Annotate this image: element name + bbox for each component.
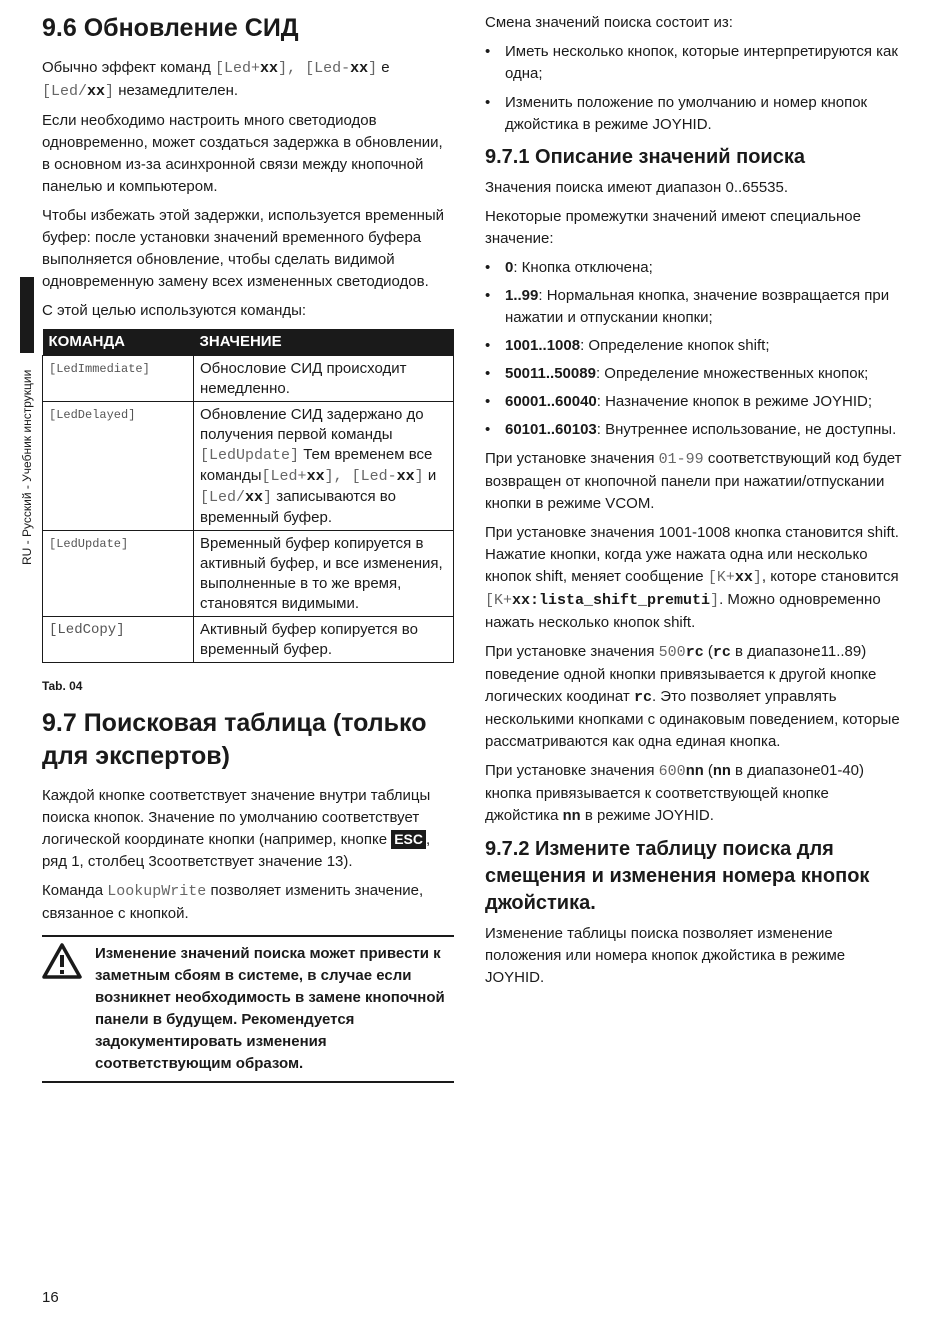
right-column (485, 12, 905, 996)
special-values-list (485, 257, 905, 441)
paragraph-vcom-values: При установке значения 01-99 соответствующий код будет возвращен от кнопочной панели при нажатии/отпускании кнопки в режиме VCOM. (485, 450, 902, 512)
table-cell-meaning: Временный буфер копируется в активный буфер, и все изменения, выполненные в то же время, становятся видимыми. (194, 531, 454, 617)
table-cell-meaning: Обнословие СИД происходит немедленно. (194, 356, 454, 402)
paragraph-lookup-intro: Каждой кнопке соответствует значение внутри таблицы поиска кнопок. Значение по умолчанию соответствует логической координате кнопки (например, кнопке ESC , ряд 1, столбец 3соответствует значение 13). (42, 787, 431, 870)
table-header-row (43, 329, 454, 356)
paragraph-special-ranges: Некоторые промежутки значений имеют специальное значение: (485, 208, 861, 247)
list-item: • 60101..60103: Внутреннее использование, не доступны. (485, 419, 905, 441)
section-heading-9-7: 9.7 Поисковая таблица (только для экспертов) (42, 709, 427, 770)
warning-text: Изменение значений поиска может привести к заметным сбоям в системе, в случае если возникнет необходимость в замене кнопочной панели в будущем. Рекомендуется задокументировать изменения соответствующим образом. (95, 945, 445, 1072)
table-row (43, 617, 454, 663)
table-row (43, 402, 454, 531)
warning-triangle-icon (42, 943, 82, 979)
list-item: • 1..99: Нормальная кнопка, значение возвращается при нажатии и отпускании кнопки; (485, 285, 905, 329)
lookup-change-list (485, 41, 905, 136)
paragraph-lookup-change-intro: Смена значений поиска состоит из: (485, 14, 733, 31)
table-caption: Tab. 04 (42, 679, 83, 693)
table-cell-meaning: Активный буфер копируется во временный буфер. (194, 617, 454, 663)
paragraph-led-effect: Обычно эффект команд [Led+xx], [Led-xx] e [Led/xx] незамедлителен. (42, 59, 390, 100)
paragraph-shift-values: При установке значения 1001-1008 кнопка становится shift. Нажатие кнопки, когда уже нажата одна или несколько кнопок shift, меняет сообщение [K+xx], которе становится [K+xx:lista_shift_premuti]. Можно одновременно нажать несколько кнопок shift. (485, 524, 899, 631)
warning-box (42, 935, 454, 1083)
table-cell-command: [LedDelayed] (43, 402, 194, 531)
commands-table (42, 329, 454, 663)
table-row (43, 356, 454, 402)
paragraph-range: Значения поиска имеют диапазон 0..65535. (485, 179, 789, 196)
paragraph-update-delay: Если необходимо настроить много светодиодов одновременно, может создаться задержка в обновлении, в основном из-за асинхронной связи между кнопочной панелью и компьютером. (42, 112, 443, 195)
paragraph-joystick-table-change: Изменение таблицы поиска позволяет изменение положения или номера кнопок джойстика в режиме JOYHID. (485, 925, 846, 986)
paragraph-temp-buffer: Чтобы избежать этой задержки, используется временный буфер: после установки значений временного буфера выполняется обновление, чтобы сделать видимой одновременную замену всех измененных светодиодов. (42, 207, 445, 290)
side-vertical-label: RU - Русский - Учебник инструкции (20, 369, 34, 565)
list-item: • Изменить положение по умолчанию и номер кнопок джойстика в режиме JOYHID. (485, 92, 905, 136)
page-number: 16 (42, 1289, 59, 1306)
table-cell-command: [LedImmediate] (43, 356, 194, 402)
section-heading-9-6: 9.6 Обновление СИД (42, 14, 299, 42)
paragraph-lookupwrite: Команда LookupWrite позволяет изменить значение, связанное с кнопкой. (42, 882, 424, 922)
list-item: • Иметь несколько кнопок, которые интерпретируются как одна; (485, 41, 905, 85)
table-cell-command: [LedCopy] (43, 617, 194, 663)
table-cell-meaning: Обновление СИД задержано до получения первой команды [LedUpdate] Тем временем все команды[Led+xx], [Led-xx] и [Led/xx] записываются во временный буфер. (194, 402, 454, 531)
list-item: • 60001..60040: Назначение кнопок в режиме JOYHID; (485, 391, 905, 413)
table-header-command: КОМАНДА (43, 329, 194, 356)
side-tab-marker (20, 277, 34, 353)
esc-key-badge: ESC (391, 830, 426, 849)
table-row (43, 531, 454, 617)
paragraph-multi-button-values: При установке значения 500rc (rc в диапазоне11..89) поведение одной кнопки привязывается к другой кнопке логических коодинат rc. Это позволяет управлять несколькими кнопками с одинаковым поведением, которые рассматриваются как одна единая кнопка. (485, 643, 900, 750)
left-column (42, 12, 454, 1083)
list-item: • 1001..1008: Определение кнопок shift; (485, 335, 905, 357)
list-item: • 50011..50089: Определение множественных кнопок; (485, 363, 905, 385)
paragraph-commands-intro: С этой целью используются команды: (42, 302, 307, 319)
paragraph-joystick-values: При установке значения 600nn (nn в диапазоне01-40) кнопка привязывается к соответствующей кнопке джойстика nn в режиме JOYHID. (485, 762, 865, 825)
table-cell-command: [LedUpdate] (43, 531, 194, 617)
section-heading-9-7-1: 9.7.1 Описание значений поиска (485, 146, 805, 168)
table-header-meaning: ЗНАЧЕНИЕ (194, 329, 454, 356)
list-item: • 0: Кнопка отключена; (485, 257, 905, 279)
section-heading-9-7-2: 9.7.2 Измените таблицу поиска для смещения и изменения номера кнопок джойстика. (485, 838, 870, 914)
